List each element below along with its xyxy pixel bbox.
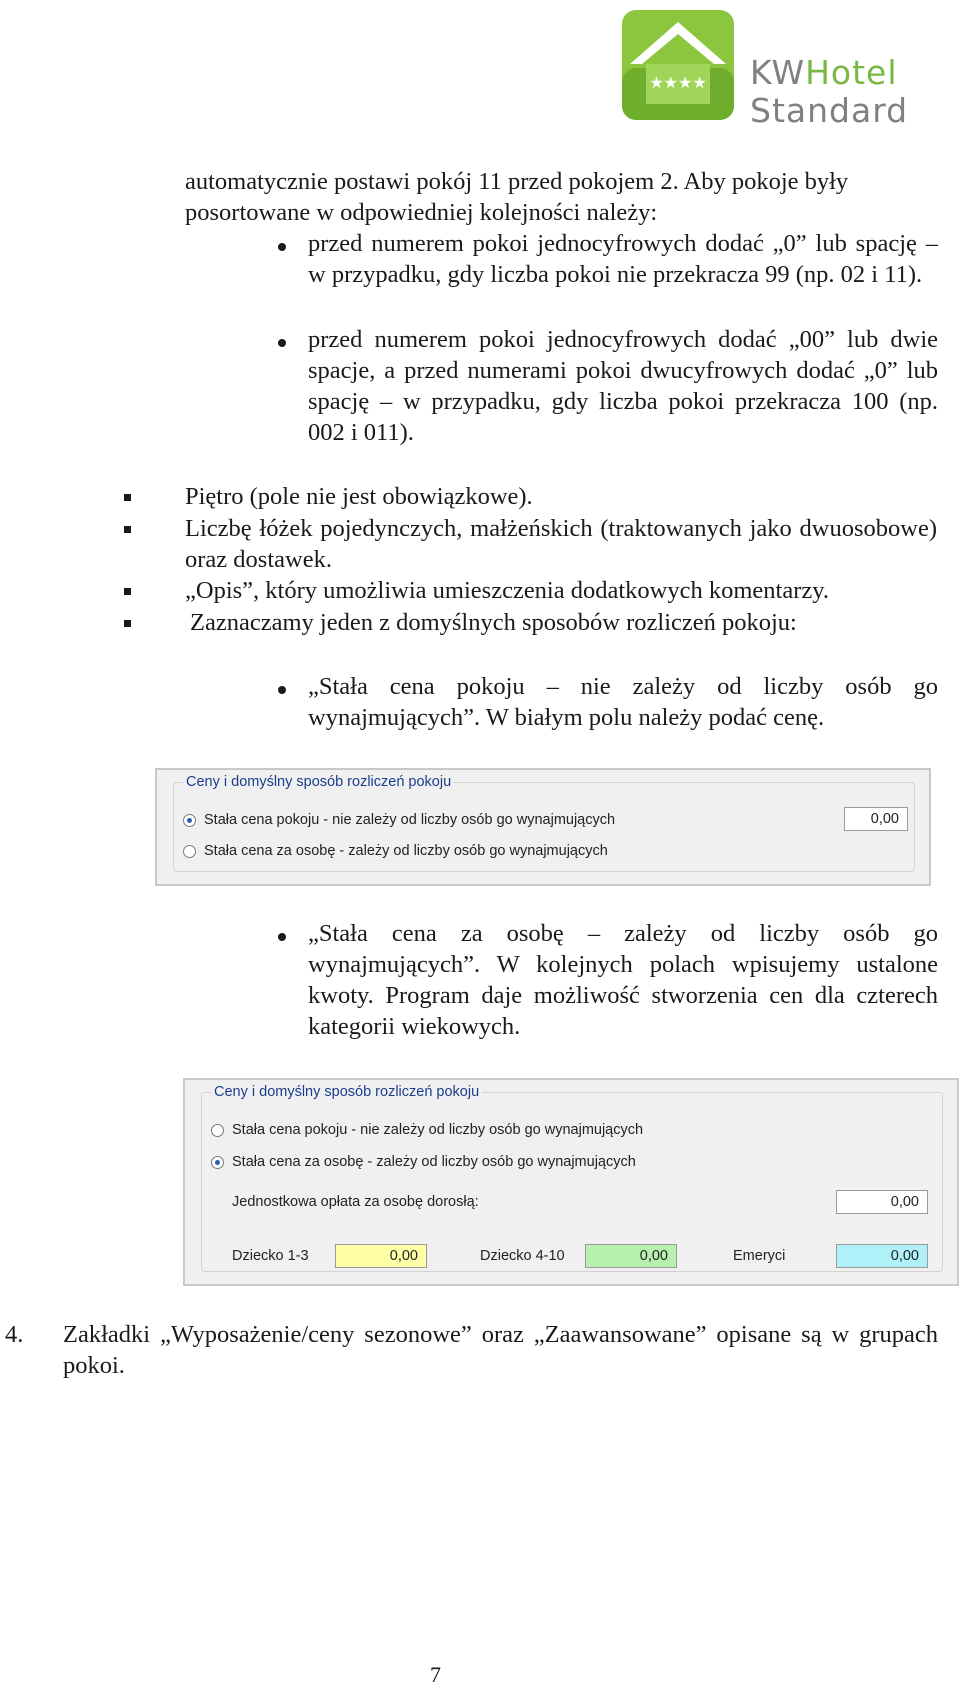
radio-per-person-price[interactable] (183, 843, 608, 859)
logo-brand-main: KW (750, 53, 806, 92)
child-1-3-label: Dziecko 1-3 (232, 1248, 309, 1264)
seniors-input[interactable]: 0,00 (836, 1244, 928, 1268)
radio-per-person-price-label: Stała cena za osobę - zależy od liczby osób go wynajmujących (204, 843, 608, 859)
bullet-square (124, 620, 131, 627)
logo-brand-highlight: Hotel (805, 53, 898, 92)
child-4-10-label: Dziecko 4-10 (480, 1248, 565, 1264)
logo-wordmark (750, 54, 908, 130)
intro-line-2: posortowane w odpowiedniej kolejności należy: (185, 199, 658, 226)
child-4-10-input[interactable]: 0,00 (585, 1244, 677, 1268)
child-1-3-input[interactable]: 0,00 (335, 1244, 427, 1268)
adult-fee-label: Jednostkowa opłata za osobę dorosłą: (232, 1194, 479, 1210)
option-fixed-description: „Stała cena pokoju – nie zależy od liczby osób go wynajmujących”. W białym polu należy podać cenę. (308, 673, 938, 731)
main-bullet-billing: Zaznaczamy jeden z domyślnych sposobów rozliczeń pokoju: (190, 609, 797, 636)
pricing-group-legend: Ceny i domyślny sposób rozliczeń pokoju (211, 1084, 482, 1100)
bullet-dot (278, 243, 286, 251)
bullet-square (124, 494, 131, 501)
bullet-dot (278, 933, 286, 941)
main-bullet-beds: Liczbę łóżek pojedynczych, małżeńskich (traktowanych jako dwuosobowe) oraz dostawek. (185, 515, 937, 573)
bullet-square (124, 526, 131, 533)
sub-bullet-1: przed numerem pokoi jednocyfrowych dodać „0” lub spację – w przypadku, gdy liczba pokoi nie przekracza 99 (np. 02 i 11). (308, 230, 938, 288)
logo-brand-sub: Standard (750, 91, 909, 130)
sub-bullet-2: przed numerem pokoi jednocyfrowych dodać „00” lub dwie spacje, a przed numerami pokoi dwucyfrowych dodać „0” lub spację – w przypadku, gdy liczba pokoi przekracza 100 (np. 002 i 011). (308, 326, 938, 446)
pricing-groupbox (201, 1092, 943, 1272)
bullet-dot (278, 686, 286, 694)
pricing-group-legend: Ceny i domyślny sposób rozliczeń pokoju (183, 774, 454, 790)
section-4-number: 4. (5, 1321, 24, 1348)
page-number: 7 (430, 1662, 441, 1687)
seniors-label: Emeryci (733, 1248, 786, 1264)
section-4-text: Zakładki „Wyposażenie/ceny sezonowe” oraz „Zaawansowane” opisane są w grupach pokoi. (63, 1321, 938, 1379)
bullet-square (124, 588, 131, 595)
adult-fee-input[interactable]: 0,00 (836, 1190, 928, 1214)
radio-selected-icon[interactable] (211, 1156, 224, 1169)
bullet-dot (278, 339, 286, 347)
radio-fixed-room-price-label: Stała cena pokoju - nie zależy od liczby osób go wynajmujących (204, 812, 616, 828)
pricing-panel-per-person (183, 1078, 959, 1286)
kwhotel-logo (620, 8, 940, 128)
room-price-input[interactable]: 0,00 (844, 807, 908, 831)
hotel-logo-icon (620, 8, 740, 123)
main-bullet-floor: Piętro (pole nie jest obowiązkowe). (185, 483, 533, 510)
option-per-person-description: „Stała cena za osobę – zależy od liczby osób go wynajmujących”. W kolejnych polach wpisujemy ustalone kwoty. Program daje możliwość stworzenia cen dla czterech kategorii wiekowych. (308, 920, 938, 1040)
pricing-panel-fixed (155, 768, 931, 886)
svg-text:★★★★: ★★★★ (649, 73, 707, 92)
radio-unselected-icon[interactable] (211, 1124, 224, 1137)
radio-fixed-room-price-label: Stała cena pokoju - nie zależy od liczby osób go wynajmujących (232, 1122, 644, 1138)
radio-fixed-room-price[interactable] (183, 812, 615, 828)
radio-per-person-price-label: Stała cena za osobę - zależy od liczby osób go wynajmujących (232, 1154, 636, 1170)
radio-selected-icon[interactable] (183, 814, 196, 827)
radio-unselected-icon[interactable] (183, 845, 196, 858)
main-bullet-description: „Opis”, który umożliwia umieszczenia dodatkowych komentarzy. (185, 577, 830, 604)
radio-fixed-room-price[interactable] (211, 1122, 643, 1138)
intro-paragraph (185, 166, 937, 228)
radio-per-person-price[interactable] (211, 1154, 636, 1170)
intro-line-1: automatycznie postawi pokój 11 przed pokojem 2. Aby pokoje były (185, 168, 849, 195)
